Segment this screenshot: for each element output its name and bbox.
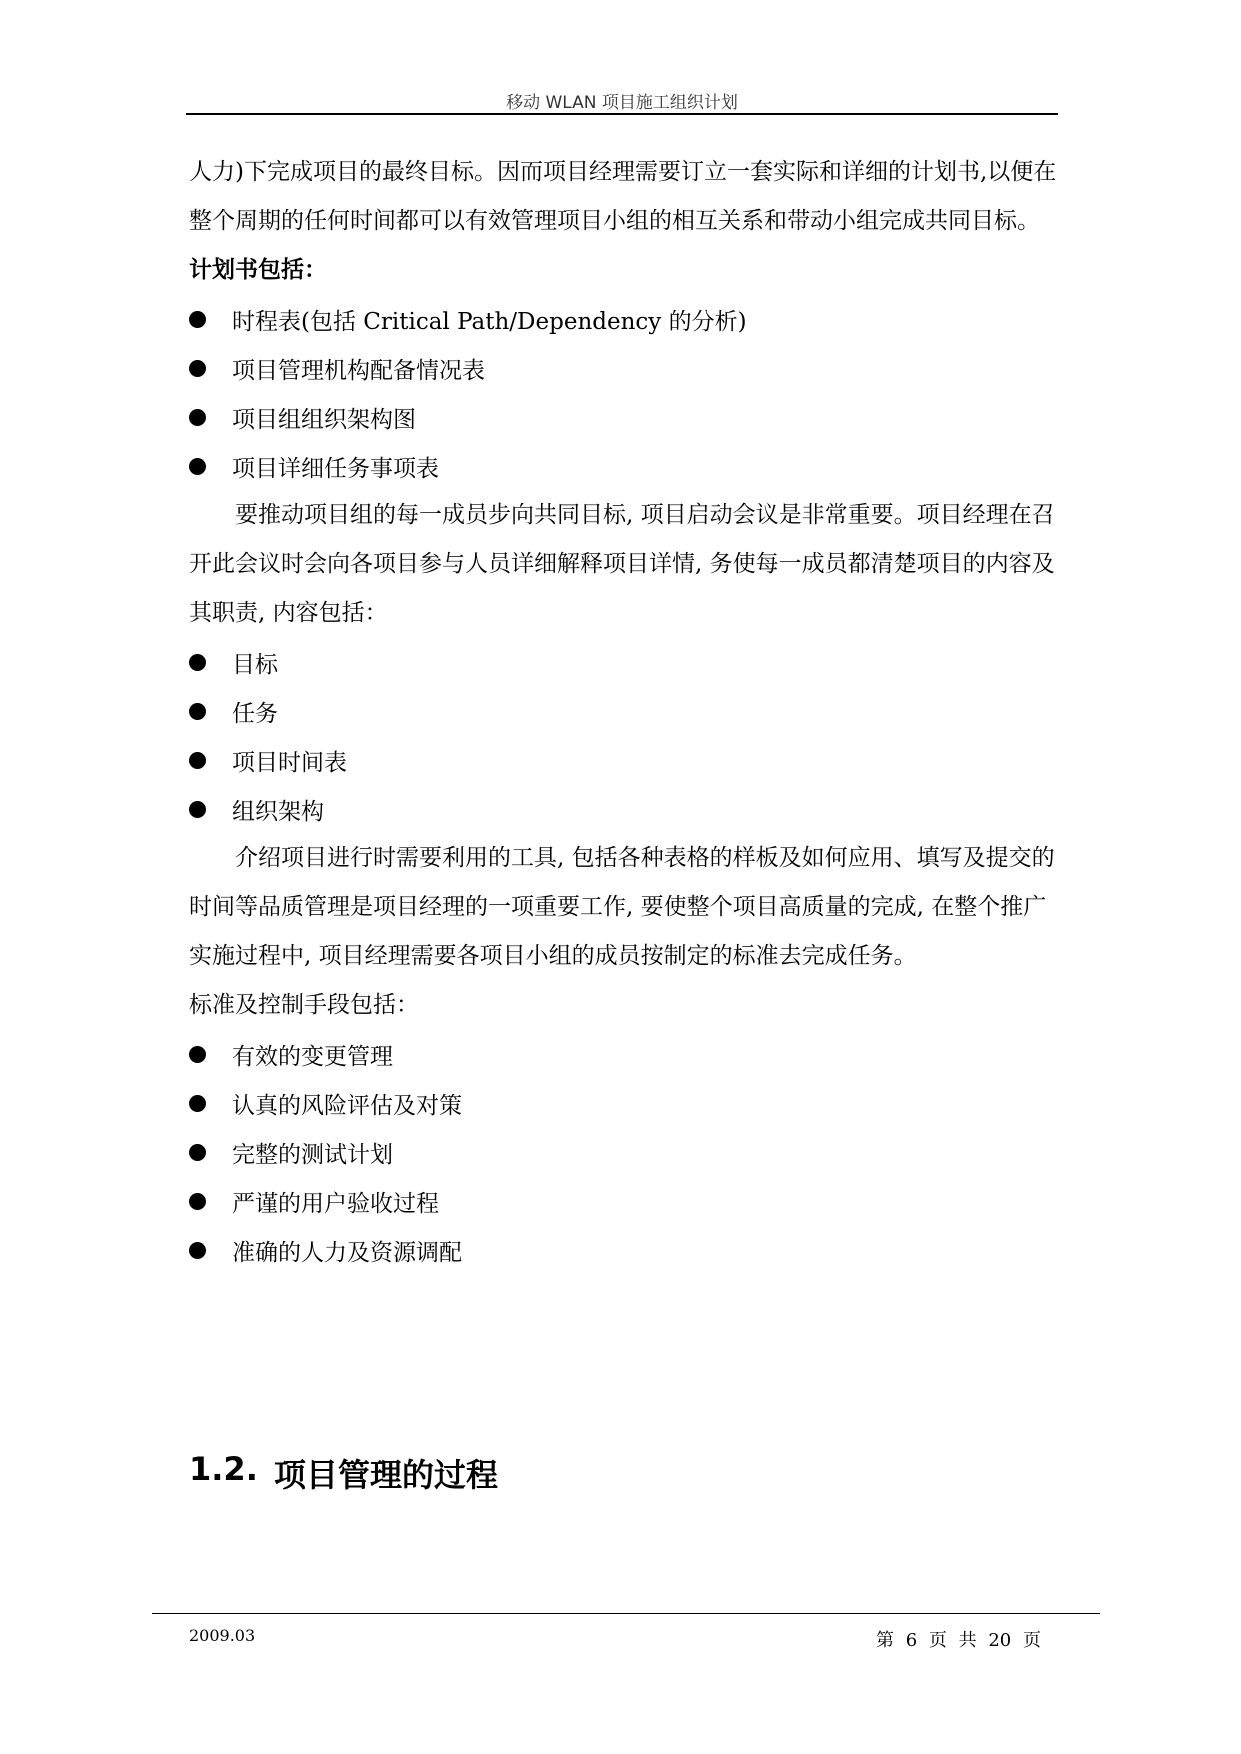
paragraph-3: 介绍项目进行时需要利用的工具, 包括各种表格的样板及如何应用、填写及提交的时间等品质管理是项目经理的一项重要工作, 要使整个项目高质量的完成, 在整个推广实施过程中, 项目经理需要各项目小组的成员按制定的标准去完成任务。 [189, 845, 1055, 969]
section-title: 项目管理的过程 [274, 1456, 499, 1494]
header-divider [186, 113, 1058, 115]
list-item-text: 组织架构 [232, 799, 324, 825]
list-item-text: 任务 [232, 701, 278, 727]
page-content [189, 148, 1069, 1275]
list-item [189, 1177, 1069, 1226]
bullet-icon [189, 311, 206, 328]
bullet-icon [189, 1193, 206, 1210]
standards-heading: 标准及控制手段包括： [189, 992, 419, 1018]
list-item [189, 1079, 1069, 1128]
list-item [189, 1128, 1069, 1177]
list-item [189, 785, 1069, 834]
list-item-text: 目标 [232, 652, 278, 678]
list-item-text: 项目组组织架构图 [232, 407, 416, 433]
list-item [189, 344, 1069, 393]
list-item-text: 时程表(包括 Critical Path/Dependency 的分析) [232, 309, 747, 335]
list-item-text: 项目管理机构配备情况表 [232, 358, 485, 384]
list-item-text: 项目详细任务事项表 [232, 456, 439, 482]
plan-heading: 计划书包括： [189, 257, 327, 283]
bullet-icon [189, 1144, 206, 1161]
header-title: 移动 WLAN 项目施工组织计划 [506, 93, 738, 113]
list-item [189, 442, 1069, 491]
list-item [189, 687, 1069, 736]
list-item-text: 项目时间表 [232, 750, 347, 776]
bullet-icon [189, 1095, 206, 1112]
list-item-text: 认真的风险评估及对策 [232, 1093, 462, 1119]
list-item [189, 638, 1069, 687]
bullet-icon [189, 654, 206, 671]
list-item-text: 完整的测试计划 [232, 1142, 393, 1168]
paragraph-2: 要推动项目组的每一成员步向共同目标, 项目启动会议是非常重要。项目经理在召开此会议时会向各项目参与人员详细解释项目详情, 务使每一成员都清楚项目的内容及其职责, 内容包括： [189, 502, 1055, 626]
list-item [189, 393, 1069, 442]
bullet-icon [189, 1242, 206, 1259]
footer-page-number: 第 6 页 共 20 页 [876, 1630, 1041, 1651]
section-heading [189, 1450, 498, 1496]
list-item-text: 有效的变更管理 [232, 1044, 393, 1070]
list-item [189, 1030, 1069, 1079]
footer-date: 2009.03 [189, 1626, 256, 1645]
bullet-icon [189, 703, 206, 720]
section-number: 1.2. [189, 1450, 258, 1488]
list-item [189, 295, 1069, 344]
list-item [189, 736, 1069, 785]
footer-divider [152, 1613, 1100, 1614]
bullet-icon [189, 752, 206, 769]
bullet-icon [189, 360, 206, 377]
bullet-icon [189, 458, 206, 475]
bullet-icon [189, 409, 206, 426]
bullet-icon [189, 801, 206, 818]
list-item [189, 1226, 1069, 1275]
list-item-text: 严谨的用户验收过程 [232, 1191, 439, 1217]
bullet-icon [189, 1046, 206, 1063]
paragraph-1: 人力)下完成项目的最终目标。因而项目经理需要订立一套实际和详细的计划书,以便在整个周期的任何时间都可以有效管理项目小组的相互关系和带动小组完成共同目标。 [189, 159, 1057, 234]
list-item-text: 准确的人力及资源调配 [232, 1240, 462, 1266]
